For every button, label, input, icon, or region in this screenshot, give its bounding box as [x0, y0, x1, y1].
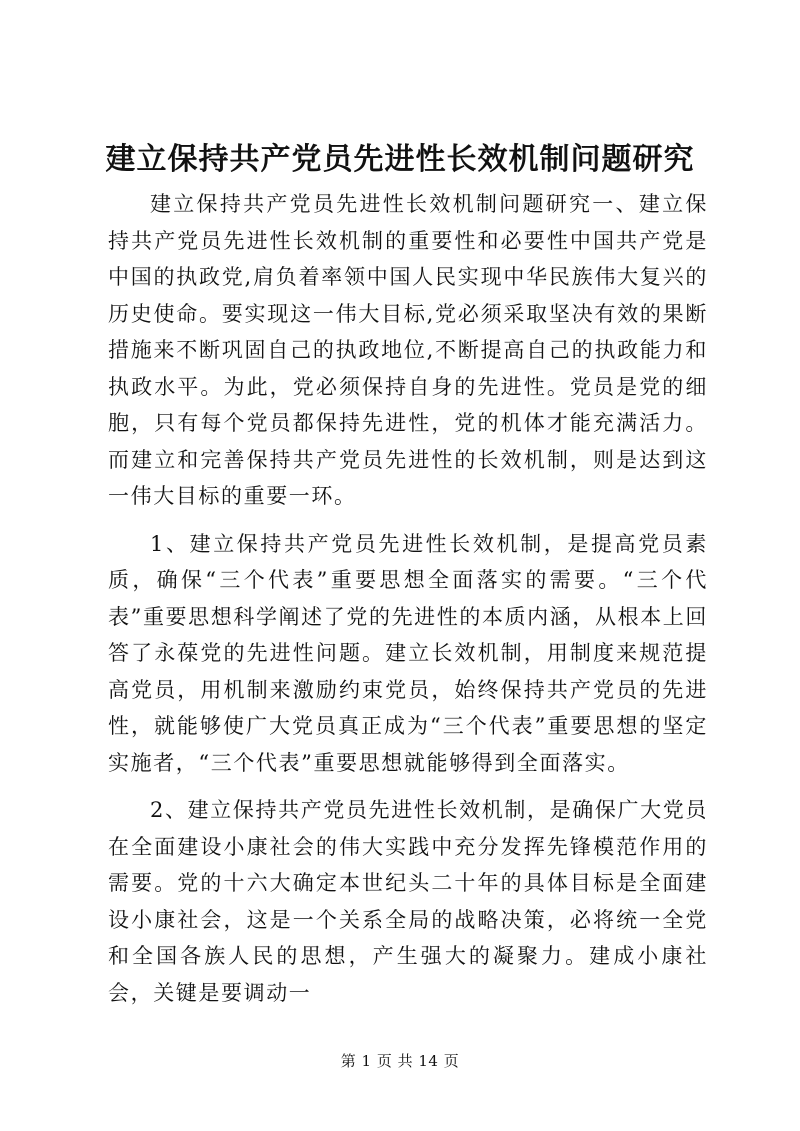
paragraph-point-1: 1、建立保持共产党员先进性长效机制，是提高党员素质，确保“三个代表”重要思想全面落实的需要。“三个代表”重要思想科学阐述了党的先进性的本质内涵，从根本上回答了永葆党的先进性问题。建立长效机制，用制度来规范提高党员，用机制来激励约束党员，始终保持共产党员的先进性，就能够使广大党员真正成为“三个代表”重要思想的坚定实施者，“三个代表”重要思想就能够得到全面落实。 — [108, 531, 708, 775]
paragraph-intro: 建立保持共产党员先进性长效机制问题研究一、建立保持共产党员先进性长效机制的重要性和必要性中国共产党是中国的执政党,肩负着率领中国人民实现中华民族伟大复兴的历史使命。要实现这一伟大目标,党必须采取坚决有效的果断措施来不断巩固自己的执政地位,不断提高自己的执政能力和执政水平。为此，党必须保持自身的先进性。党员是党的细胞，只有每个党员都保持先进性，党的机体才能充满活力。而建立和完善保持共产党员先进性的长效机制，则是达到这一伟大目标的重要一环。 — [108, 192, 708, 508]
document-body — [108, 186, 708, 1022]
page-number-footer: 第 1 页 共 14 页 — [340, 1052, 460, 1070]
paragraph-point-2: 2、建立保持共产党员先进性长效机制，是确保广大党员在全面建设小康社会的伟大实践中充分发挥先锋模范作用的需要。党的十六大确定本世纪头二十年的具体目标是全面建设小康社会，这是一个关系全局的战略决策，必将统一全党和全国各族人民的思想，产生强大的凝聚力。建成小康社会，关键是要调动一 — [108, 798, 708, 1005]
document-title: 建立保持共产党员先进性长效机制问题研究 — [105, 142, 695, 177]
